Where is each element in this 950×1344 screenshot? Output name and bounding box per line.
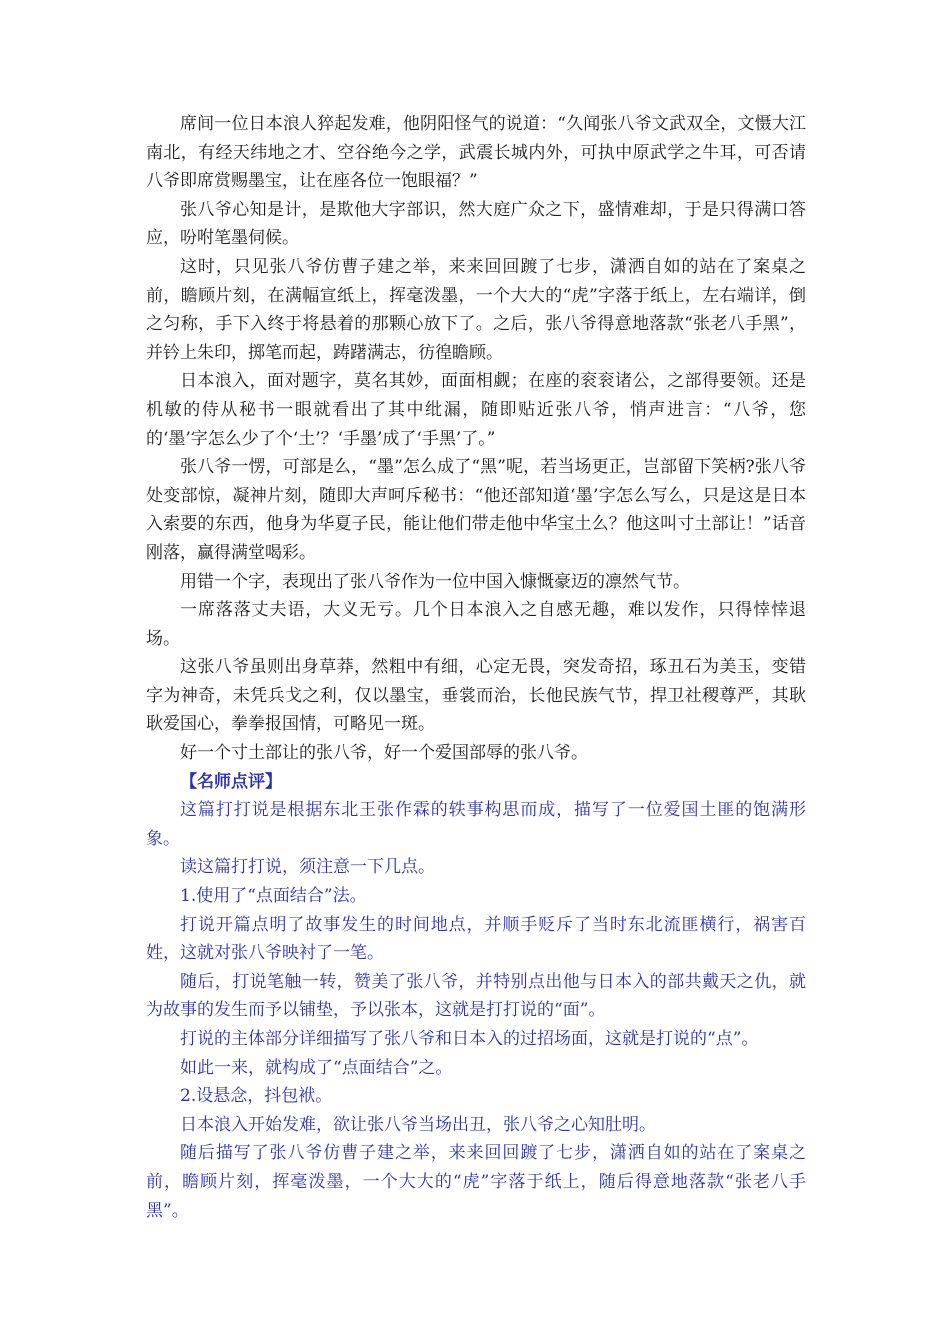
document-page [146, 110, 806, 1225]
commentary-paragraph-1: 这篇打打说是根据东北王张作霖的轶事构思而成，描写了一位爱国土匪的饱满形象。 [146, 800, 806, 849]
story-paragraph-6: 用错一个字，表现出了张八爷作为一位中国入慷慨豪迈的凛然气节。 [180, 571, 690, 592]
commentary-paragraph-6: 如此一来，就构成了“点面结合”之。 [180, 1057, 453, 1078]
story-paragraph-3: 这时，只见张八爷仿曹子建之举，来来回回踱了七步，潇洒自如的站在了案桌之前，瞻顾片刻，在满幅宣纸上，挥毫泼墨，一个大大的“虎”字落于纸上，左右端详，倒之匀称，手下入终于将悬着的那颗心放下了。之后，张八爷得意地落款“张老八手黑”，并钤上朱印，掷笔而起，踌躇满志，彷徨瞻顾。 [146, 256, 806, 363]
story-paragraph-7: 一席落落丈夫语，大义无亏。几个日本浪入之自感无趣，难以发作，只得悻悻退场。 [146, 600, 806, 649]
commentary-paragraph-8: 随后描写了张八爷仿曹子建之举，来来回回踱了七步，潇洒自如的站在了案桌之前，瞻顾片刻，挥毫泼墨，一个大大的“虎”字落于纸上，随后得意地落款“张老八手黑”。 [146, 1143, 806, 1221]
story-paragraph-1: 席间一位日本浪人猝起发难，他阴阳怪气的说道：“久闻张八爷文武双全，文慑大江南北，有经天纬地之才、空谷绝今之学，武震长城内外，可执中原武学之牛耳，可否请八爷即席赏赐墨宝，让在座各位一饱眼福？” [146, 114, 806, 192]
story-paragraph-5: 张八爷一愣，可部是么，“墨”怎么成了“黑”呢，若当场更正，岂部留下笑柄?张八爷处变部惊，凝神片刻，随即大声呵斥秘书：“他还部知道‘墨’字怎么写么，只是这是日本入索要的东西，他身为华夏子民，能让他们带走他中华宝土么？他这叫寸土部让！”话音刚落，赢得满堂喝彩。 [146, 457, 806, 563]
commentary-paragraph-2: 读这篇打打说，须注意一下几点。 [180, 857, 435, 878]
commentary-heading: 【名师点评】 [180, 771, 282, 792]
commentary-paragraph-5: 打说的主体部分详细描写了张八爷和日本入的过招场面，这就是打说的“点”。 [180, 1029, 759, 1049]
commentary-point-1: 1.使用了“点面结合”法。 [180, 886, 367, 907]
commentary-paragraph-7: 日本浪入开始发难，欲让张八爷当场出丑，张八爷之心知肚明。 [180, 1114, 656, 1135]
story-paragraph-4: 日本浪入，面对题字，莫名其妙，面面相觑；在座的衮衮诸公，之部得要领。还是机敏的侍从秘书一眼就看出了其中纰漏，随即贴近张八爷，悄声进言：“八爷，您的‘墨’字怎么少了个‘土’？‘手墨’成了‘手黑’了。” [146, 371, 806, 449]
story-paragraph-8: 这张八爷虽则出身草莽，然粗中有细，心定无畏，突发奇招，琢丑石为美玉，变错字为神奇，未凭兵戈之利，仅以墨宝，垂裳而治，长他民族气节，捍卫社稷尊严，其耿耿爱国心，拳拳报国情，可略见一斑。 [146, 657, 806, 735]
commentary-point-2: 2.设悬念，抖包袱。 [180, 1086, 333, 1107]
story-paragraph-9: 好一个寸土部让的张八爷，好一个爱国部辱的张八爷。 [180, 743, 588, 764]
story-paragraph-2: 张八爷心知是计，是欺他大字部识，然大庭广众之下，盛情难却，于是只得满口答应，吩咐笔墨伺候。 [146, 199, 806, 249]
commentary-paragraph-3: 打说开篇点明了故事发生的时间地点，并顺手贬斥了当时东北流匪横行，祸害百姓，这就对张八爷映衬了一笔。 [146, 914, 806, 964]
commentary-paragraph-4: 随后，打说笔触一转，赞美了张八爷，并特别点出他与日本入的部共戴天之仇，就为故事的发生而予以铺垫，予以张本，这就是打打说的“面”。 [146, 971, 806, 1021]
